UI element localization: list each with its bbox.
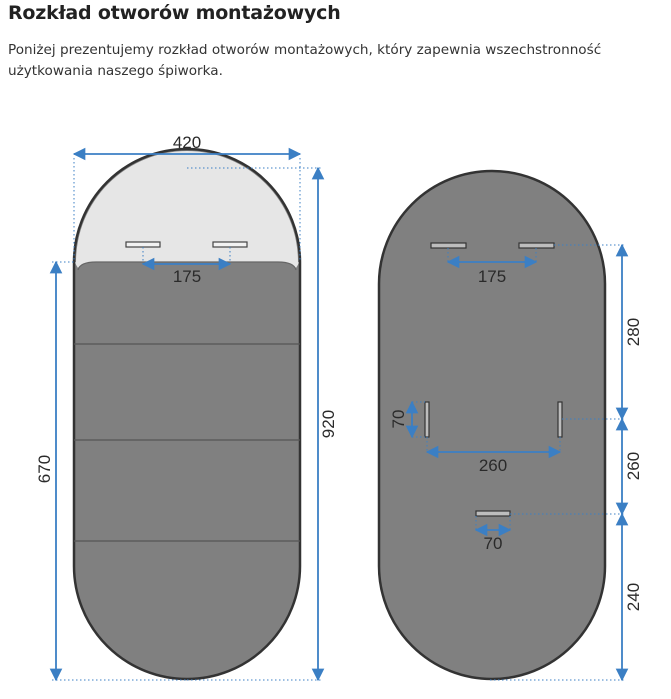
right-bottom-slot: [476, 511, 510, 516]
right-sleeping-bag-view: [379, 171, 643, 680]
right-side-slot-gap-label: 260: [478, 456, 508, 475]
right-top-offset-label: 280: [624, 317, 643, 347]
right-top-slot-2: [519, 243, 554, 248]
left-bag-hood: [75, 151, 298, 268]
left-hood-slot-2: [213, 242, 247, 247]
right-side-slot-right: [558, 402, 562, 437]
left-total-height-label: 920: [319, 409, 338, 439]
left-width-label: 420: [172, 133, 202, 152]
right-side-slot-length-label: 70: [389, 409, 408, 429]
right-side-slot-left: [425, 402, 429, 437]
page-description: Poniżej prezentujemy rozkład otworów montażowych, który zapewnia wszechstronność użytkowania naszego śpiworka.: [8, 42, 602, 79]
left-hood-slot-1: [126, 242, 160, 247]
left-slot-gap-label: 175: [172, 267, 202, 286]
right-bottom-slot-length-label: 70: [483, 534, 503, 553]
left-body-height-label: 670: [35, 454, 54, 484]
right-middle-offset-label: 260: [624, 451, 643, 481]
right-bottom-offset-label: 240: [624, 582, 643, 612]
right-top-slot-1: [431, 243, 466, 248]
left-sleeping-bag-view: [35, 133, 338, 680]
right-top-slot-gap-label: 175: [477, 267, 507, 286]
page-title: Rozkład otworów montażowych: [8, 2, 341, 24]
